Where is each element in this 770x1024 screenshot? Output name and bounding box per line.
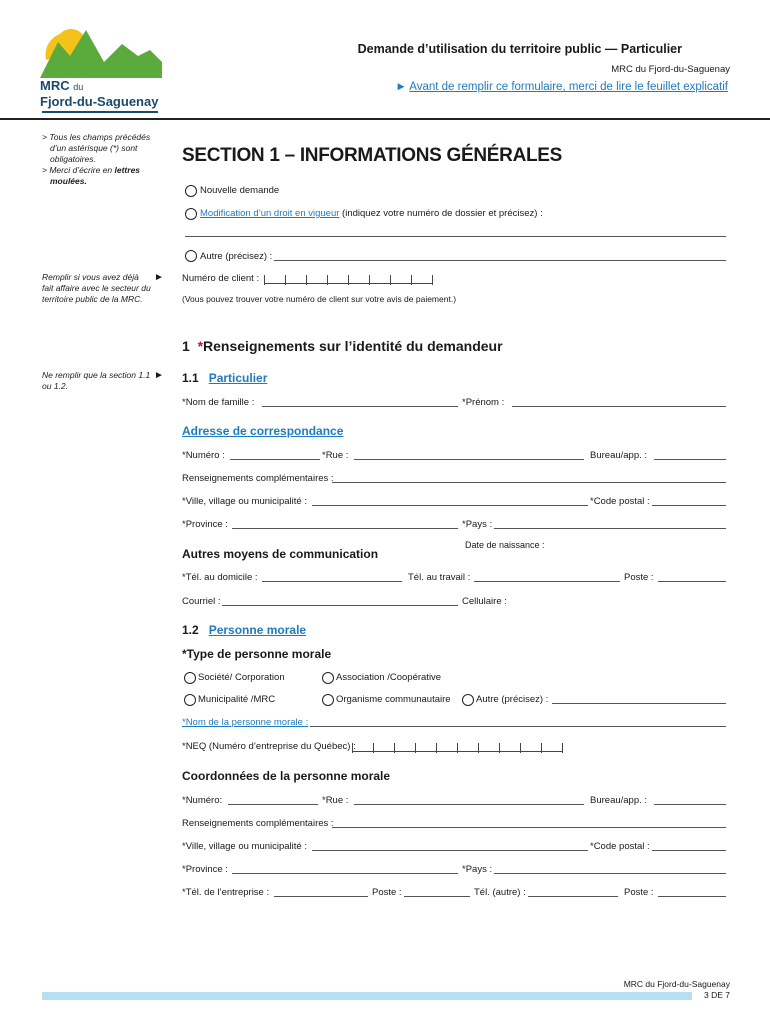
label-morale-postal: *Code postal : (590, 841, 650, 852)
logo (38, 22, 162, 114)
neq-field[interactable] (352, 740, 563, 752)
label-morale-number: *Numéro: (182, 795, 223, 806)
label-morale-phone-other: Tél. (autre) : (474, 887, 526, 898)
morale-street-field[interactable] (354, 804, 584, 805)
form-title: Demande d’utilisation du territoire public — Particulier (357, 42, 682, 56)
first-name-field[interactable] (512, 406, 726, 407)
morale-phone-other-field[interactable] (528, 896, 618, 897)
morale-coords-heading: Coordonnées de la personne morale (182, 769, 391, 783)
ext-field[interactable] (658, 581, 726, 582)
label-home-phone: *Tél. au domicile : (182, 572, 258, 583)
extra-field[interactable] (332, 482, 726, 483)
label-morale-street: *Rue : (322, 795, 349, 806)
label-association: Association /Coopérative (336, 672, 442, 683)
label-extra: Renseignements complémentaires : (182, 473, 334, 484)
logo-mountain-icon (38, 22, 162, 82)
identity-heading: 1 *Renseignements sur l’identité du demandeur (182, 338, 503, 354)
morale-heading: 1.2 Personne morale (182, 623, 307, 637)
radio-corporation[interactable] (184, 672, 196, 684)
city-field[interactable] (312, 505, 588, 506)
label-office: Bureau/app. : (590, 450, 648, 461)
radio-municipality[interactable] (184, 694, 196, 706)
label-morale-ext: Poste : (372, 887, 402, 898)
label-morale-phone: *Tél. de l’entreprise : (182, 887, 270, 898)
label-morale-extra: Renseignements complémentaires : (182, 818, 334, 829)
label-province: *Province : (182, 519, 228, 530)
triangle-right-icon: ► (395, 81, 407, 93)
label-city: *Ville, village ou municipalité : (182, 496, 307, 507)
label-morale-country: *Pays : (462, 864, 493, 875)
label-morale-name: *Nom de la personne morale : (182, 717, 309, 728)
last-name-field[interactable] (262, 406, 458, 407)
label-morale-office: Bureau/app. : (590, 795, 648, 806)
label-new-request: Nouvelle demande (200, 185, 280, 196)
address-heading: Adresse de correspondance (182, 424, 344, 438)
modification-field[interactable] (185, 236, 726, 237)
morale-ext2-field[interactable] (658, 896, 726, 897)
particulier-heading: 1.1 Particulier (182, 371, 268, 385)
footer-bar (42, 992, 692, 1000)
read-first-link[interactable]: ► Avant de remplir ce formulaire, merci de lire le feuillet explicatif (395, 81, 728, 93)
label-work-phone: Tél. au travail : (408, 572, 471, 583)
radio-new-request[interactable] (185, 185, 197, 197)
arrow-right-icon: ► (154, 272, 164, 283)
footer-page: 3 DE 7 (704, 990, 730, 1000)
label-last-name: *Nom de famille : (182, 397, 255, 408)
section-title: SECTION 1 – INFORMATIONS GÉNÉRALES (182, 145, 563, 166)
logo-line1: MRC (40, 78, 70, 93)
side-note-required: > Tous les champs précédés d’un astérisque (*) sont obligatoires. > Merci d’écrire en lettres moulées. (42, 132, 151, 186)
morale-name-field[interactable] (310, 726, 726, 727)
label-morale-province: *Province : (182, 864, 228, 875)
radio-association[interactable] (322, 672, 334, 684)
label-ext: Poste : (624, 572, 654, 583)
header-divider (0, 118, 770, 120)
morale-city-field[interactable] (312, 850, 588, 851)
label-email: Courriel : (182, 596, 221, 607)
side-note-client: Remplir si vous avez déjà fait affaire avec le secteur du territoire public de la MRC. (42, 272, 151, 304)
label-client-number: Numéro de client : (182, 273, 260, 284)
morale-office-field[interactable] (654, 804, 726, 805)
label-postal: *Code postal : (590, 496, 650, 507)
number-field[interactable] (230, 459, 320, 460)
morale-province-field[interactable] (232, 873, 458, 874)
postal-field[interactable] (652, 505, 726, 506)
client-number-field[interactable] (264, 272, 433, 284)
morale-country-field[interactable] (494, 873, 726, 874)
label-neq: *NEQ (Numéro d’entreprise du Québec) : (182, 741, 356, 752)
morale-postal-field[interactable] (652, 850, 726, 851)
footer-org: MRC du Fjord-du-Saguenay (623, 979, 730, 989)
comm-heading: Autres moyens de communication (182, 547, 379, 561)
client-hint: (Vous pouvez trouver votre numéro de client sur votre avis de paiement.) (182, 294, 457, 304)
email-field[interactable] (222, 605, 458, 606)
label-number: *Numéro : (182, 450, 225, 461)
other-field[interactable] (274, 260, 726, 261)
label-morale-other: Autre (précisez) : (476, 694, 549, 705)
morale-phone-field[interactable] (274, 896, 368, 897)
logo-line2: Fjord-du-Saguenay (40, 94, 159, 109)
country-field[interactable] (494, 528, 726, 529)
radio-other[interactable] (185, 250, 197, 262)
label-community: Organisme communautaire (336, 694, 451, 705)
label-country: *Pays : (462, 519, 493, 530)
logo-line1-small: du (73, 82, 84, 92)
arrow-right-icon: ► (154, 370, 164, 381)
label-birth: Date de naissance : (465, 540, 545, 550)
home-phone-field[interactable] (262, 581, 402, 582)
header-org: MRC du Fjord-du-Saguenay (611, 64, 730, 75)
label-municipality: Municipalité /MRC (198, 694, 276, 705)
label-morale-ext2: Poste : (624, 887, 654, 898)
logo-underline (42, 111, 158, 113)
radio-morale-other[interactable] (462, 694, 474, 706)
morale-number-field[interactable] (228, 804, 318, 805)
morale-type-heading: *Type de personne morale (182, 647, 332, 661)
street-field[interactable] (354, 459, 584, 460)
morale-extra-field[interactable] (332, 827, 726, 828)
morale-ext-field[interactable] (404, 896, 470, 897)
morale-other-field[interactable] (552, 703, 726, 704)
side-note-section: Ne remplir que la section 1.1 ou 1.2. (42, 370, 151, 391)
label-street: *Rue : (322, 450, 349, 461)
label-first-name: *Prénom : (462, 397, 505, 408)
label-morale-city: *Ville, village ou municipalité : (182, 841, 307, 852)
label-modification: Modification d’un droit en vigueur (indiquez votre numéro de dossier et précisez) : (200, 208, 543, 219)
work-phone-field[interactable] (474, 581, 620, 582)
province-field[interactable] (232, 528, 458, 529)
label-cell: Cellulaire : (462, 596, 507, 607)
radio-community[interactable] (322, 694, 334, 706)
office-field[interactable] (654, 459, 726, 460)
label-other: Autre (précisez) : (200, 251, 273, 262)
label-corporation: Société/ Corporation (198, 672, 285, 683)
radio-modification[interactable] (185, 208, 197, 220)
